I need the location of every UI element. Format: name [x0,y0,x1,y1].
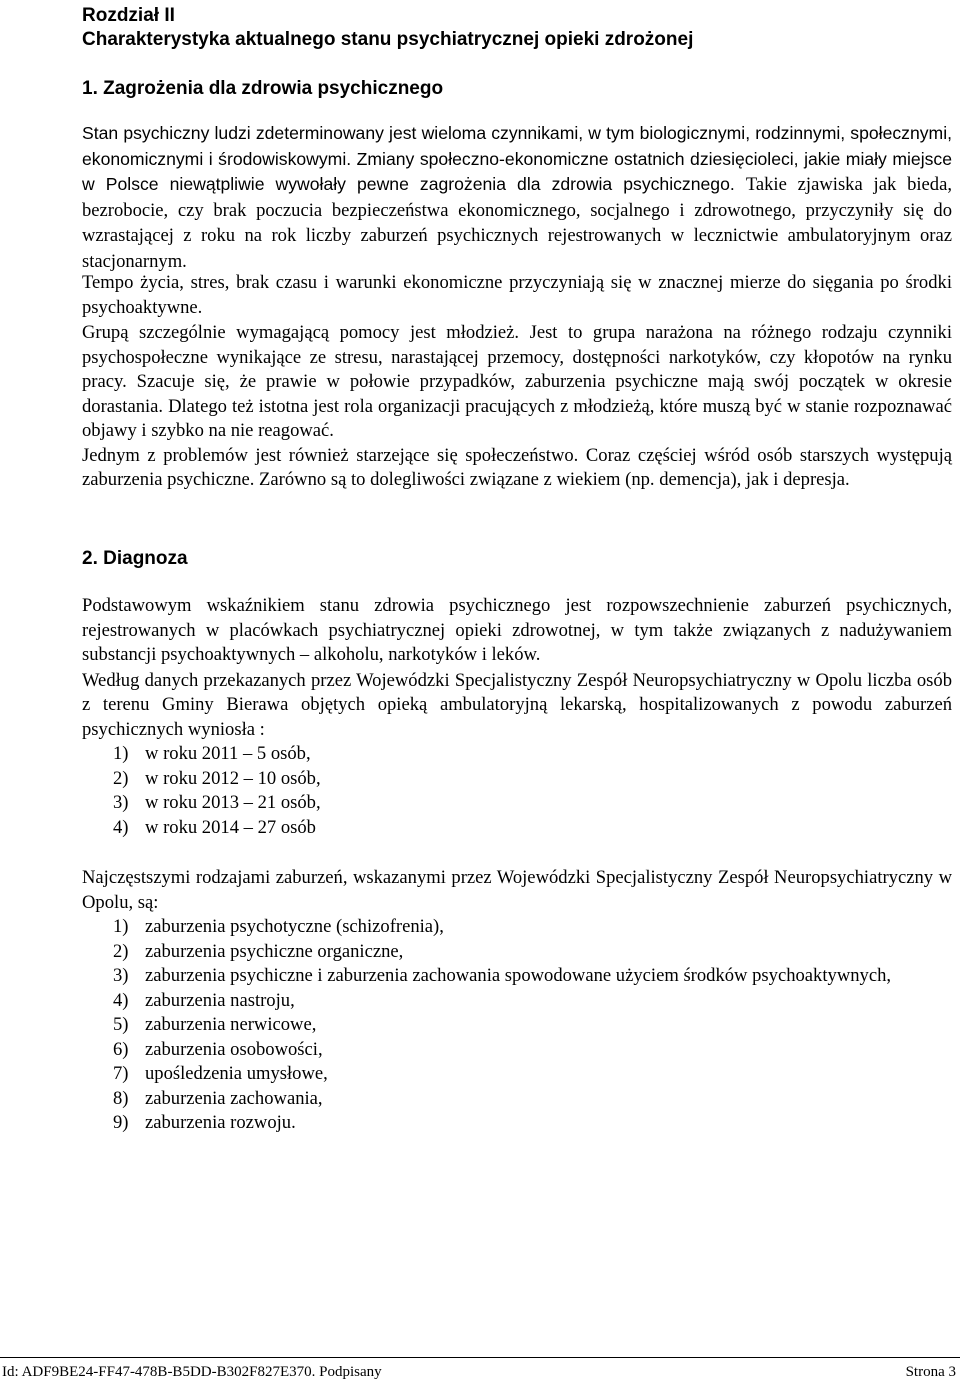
section-1-body [82,121,952,274]
yearly-count-list [82,742,952,840]
diagnosis-paragraph-2: Według danych przekazanych przez Wojewódzki Specjalistyczny Zespół Neuropsychiatryczny w Opolu liczba osób z terenu Gminy Bierawa objętych opieką ambulatoryjną lekarską, hospitalizowanych z powodu zaburzeń psychicznych wyniosła : [82,669,952,740]
list-item: 1) zaburzenia psychotyczne (schizofrenia), [113,916,444,937]
document-id: Id: ADF9BE24-FF47-478B-B5DD-B302F827E370. Podpisany [2,1364,382,1380]
paragraph-4: Jednym z problemów jest również starzejące się społeczeństwo. Coraz częściej wśród osób starszych występują zaburzenia psychiczne. Zarówno są to dolegliwości związane z wiekiem (np. demencja), jak i depresja. [82,444,952,490]
list-item: 9) zaburzenia rozwoju. [113,1112,296,1133]
paragraph-3-part-2: Jest to grupa narażona na różnego rodzaju czynniki psychospołeczne wynikające ze stresu, narastającej przemocy, dostępności narkotyków, czy kłopotów na rynku pracy. Szacuje się, że prawie w połowie przypadków, zaburzenia psychiczne mają swój początek w okresie dorastania. Dlatego też istotna jest rola organizacji pracujących z młodzieżą, które muszą być w stanie rozpoznawać objawy i szybko na nie reagować. [82,322,952,441]
list-item: 7) upośledzenia umysłowe, [113,1063,328,1084]
list-item: 6) zaburzenia osobowości, [113,1038,323,1060]
page-footer [0,1357,960,1383]
disorder-types-intro: Najczęstszymi rodzajami zaburzeń, wskazanymi przez Wojewódzki Specjalistyczny Zespół Neuropsychiatryczny w Opolu, są: [82,867,952,913]
paragraph-3-part-1: Grupą szczególnie wymagającą pomocy jest młodzież. [82,322,520,343]
disorder-types-list [82,915,952,1136]
section-1-body-serif [82,271,952,493]
section-2-body [82,594,952,840]
chapter-title: Charakterystyka aktualnego stanu psychiatrycznej opieki zdrożonej [82,29,694,50]
list-item: 3) w roku 2013 – 21 osób, [113,792,321,813]
list-item: 4) w roku 2014 – 27 osób [113,816,316,838]
list-item: 4) zaburzenia nastroju, [113,989,295,1011]
paragraph-3 [82,321,952,444]
list-item: 2) w roku 2012 – 10 osób, [113,767,321,789]
paragraph-1 [82,121,952,274]
section-2-heading: 2. Diagnoza [82,548,188,569]
list-item: 3) zaburzenia psychiczne i zaburzenia zachowania spowodowane użyciem środków psychoaktywnych, [113,965,892,986]
page-number: Strona 3 [905,1364,956,1380]
list-item: 5) zaburzenia nerwicowe, [113,1014,317,1035]
diagnosis-paragraph-1: Podstawowym wskaźnikiem stanu zdrowia psychicznego jest rozpowszechnienie zaburzeń psychicznych, rejestrowanych w placówkach psychiatrycznej opieki zdrowotnej, w tym także związanych z nadużywaniem substancji psychoaktywnych – alkoholu, narkotyków i leków. [82,595,952,665]
section-1-heading: 1. Zagrożenia dla zdrowia psychicznego [82,78,444,99]
list-item: 2) zaburzenia psychiczne organiczne, [113,940,404,962]
paragraph-2: Tempo życia, stres, brak czasu i warunki ekonomiczne przyczyniają się w znacznej mierze do sięgania po środki psychoaktywne. [82,272,952,318]
disorder-types-section [82,866,952,1136]
chapter-label: Rozdział II [82,5,175,26]
list-item: 1) w roku 2011 – 5 osób, [113,743,311,764]
list-item: 8) zaburzenia zachowania, [113,1087,323,1109]
paragraph-1-part-1: Stan psychiczny ludzi zdeterminowany jest wieloma czynnikami, w tym biologicznymi, rodzinnymi, społecznymi, ekonomicznymi i środowiskowymi. Zmiany społeczno-ekonomiczne ostatnich dziesięcioleci, jakie miały miejsce w Polsce niewątpliwie wywołały pewne zagrożenia dla zdrowia psychicznego. [82,123,952,194]
paragraph-1-part-2: Takie zjawiska jak bieda, bezrobocie, czy brak poczucia bezpieczeństwa ekonomicznego, socjalnego i zdrowotnego, przyczyniły się do wzrastającej z roku na rok liczby zaburzeń psychicznych rejestrowanych w lecznictwie ambulatoryjnym oraz stacjonarnym. [82,174,952,272]
